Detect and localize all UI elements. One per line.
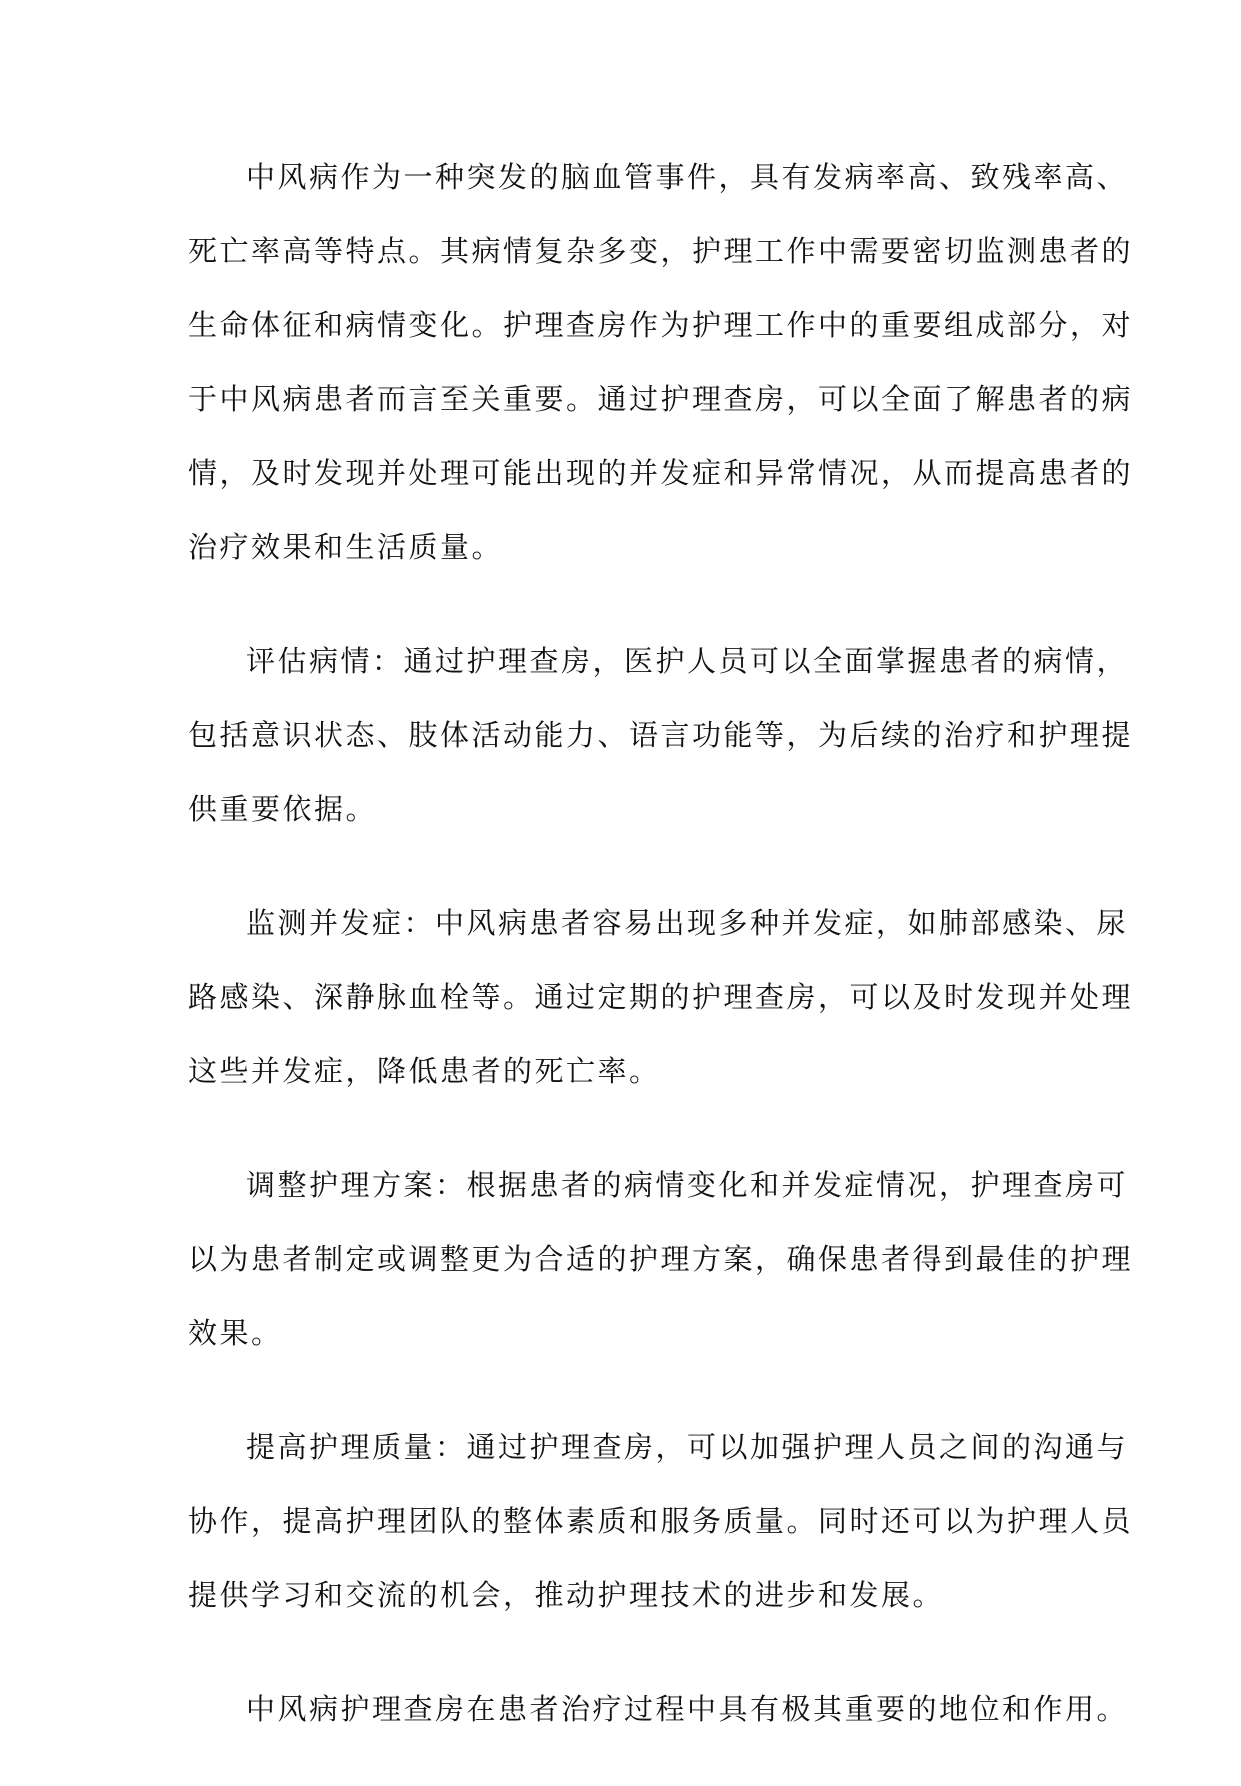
text-line: 中风病护理查房在患者治疗过程中具有极其重要的地位和作用。 (246, 1692, 1129, 1726)
text-line: 提供学习和交流的机会，推动护理技术的进步和发展。 (188, 1578, 945, 1612)
text-line: 情，及时发现并处理可能出现的并发症和异常情况，从而提高患者的 (188, 456, 1134, 490)
text-line: 治疗效果和生活质量。 (188, 530, 504, 564)
paragraph-assess-condition (188, 624, 1134, 846)
text-line: 提高护理质量：通过护理查房，可以加强护理人员之间的沟通与 (246, 1430, 1129, 1464)
text-line: 供重要依据。 (188, 792, 378, 826)
paragraph-monitor-complications (188, 886, 1134, 1108)
text-line: 生命体征和病情变化。护理查房作为护理工作中的重要组成部分，对 (188, 308, 1134, 342)
text-line: 这些并发症，降低患者的死亡率。 (188, 1054, 661, 1088)
text-line: 调整护理方案：根据患者的病情变化和并发症情况，护理查房可 (246, 1168, 1129, 1202)
paragraph-adjust-plan (188, 1148, 1134, 1370)
paragraph-conclusion (188, 1672, 1129, 1746)
text-line: 评估病情：通过护理查房，医护人员可以全面掌握患者的病情， (246, 644, 1129, 678)
text-line: 包括意识状态、肢体活动能力、语言功能等，为后续的治疗和护理提 (188, 718, 1134, 752)
text-line: 监测并发症：中风病患者容易出现多种并发症，如肺部感染、尿 (246, 906, 1129, 940)
text-line: 中风病作为一种突发的脑血管事件，具有发病率高、致残率高、 (246, 160, 1129, 194)
text-line: 协作，提高护理团队的整体素质和服务质量。同时还可以为护理人员 (188, 1504, 1134, 1538)
paragraph-improve-quality (188, 1410, 1134, 1632)
text-line: 于中风病患者而言至关重要。通过护理查房，可以全面了解患者的病 (188, 382, 1134, 416)
text-line: 效果。 (188, 1316, 283, 1350)
text-line: 以为患者制定或调整更为合适的护理方案，确保患者得到最佳的护理 (188, 1242, 1134, 1276)
paragraph-introduction (188, 140, 1134, 584)
document-body (188, 140, 1134, 1786)
text-line: 路感染、深静脉血栓等。通过定期的护理查房，可以及时发现并处理 (188, 980, 1134, 1014)
text-line: 死亡率高等特点。其病情复杂多变，护理工作中需要密切监测患者的 (188, 234, 1134, 268)
